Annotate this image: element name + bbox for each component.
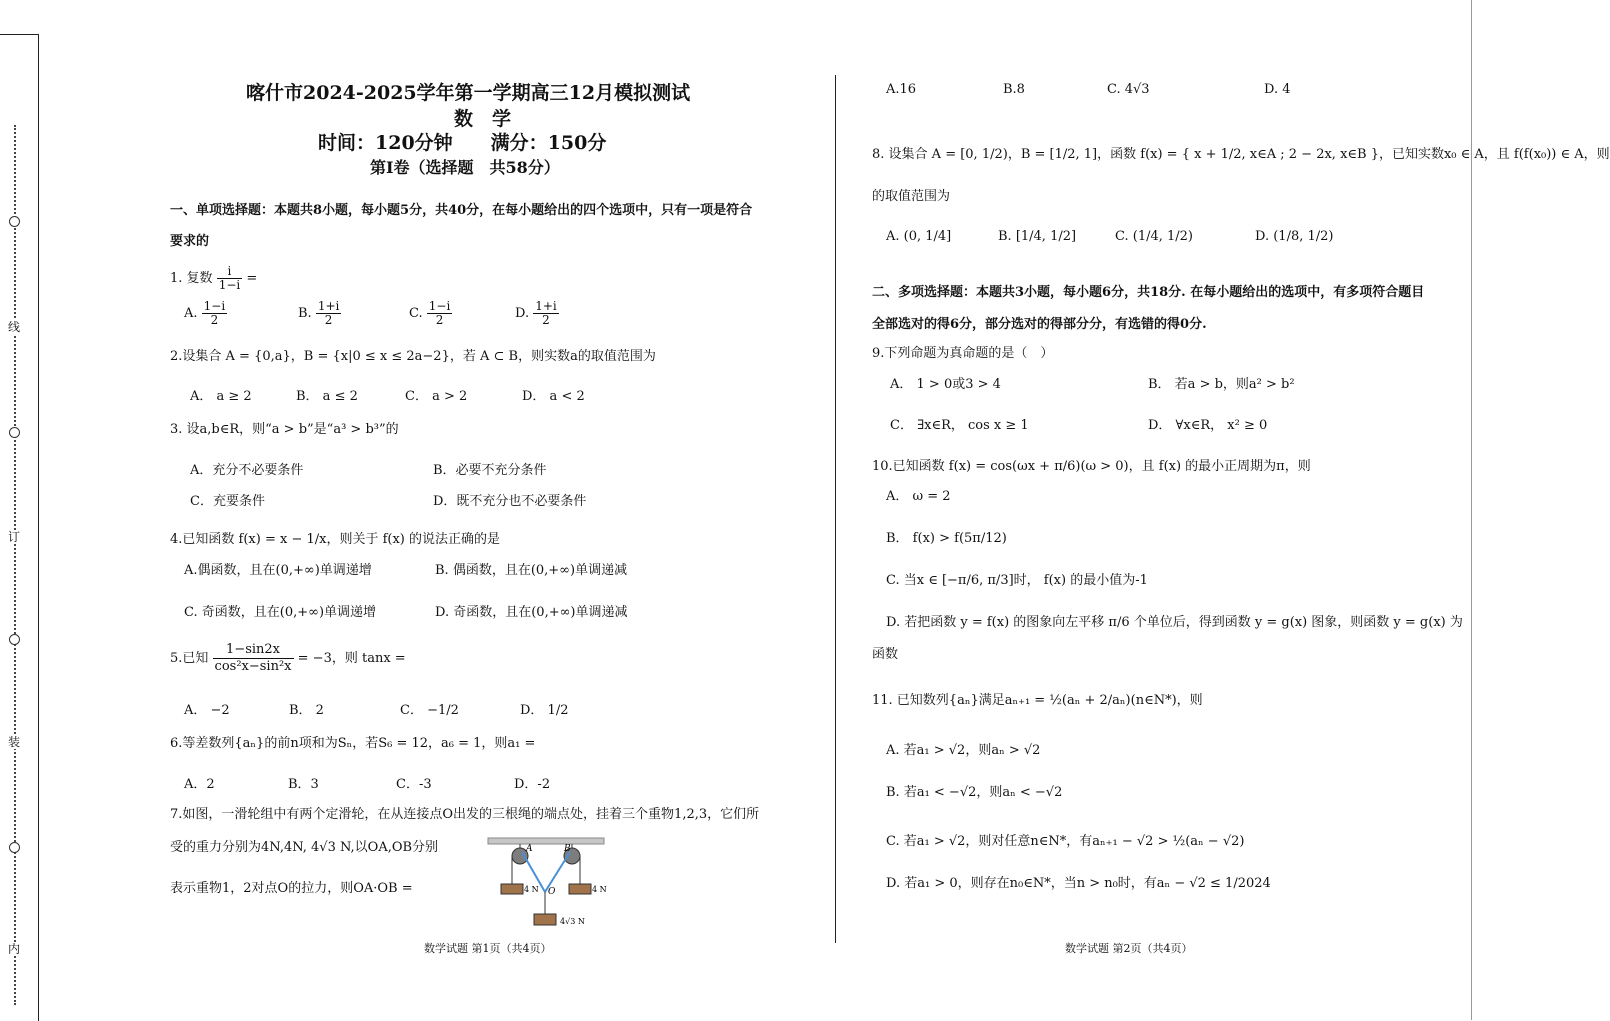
- q5-option-d: D． 1/2: [520, 703, 569, 718]
- question-11: 11. 已知数列{aₙ}满足aₙ₊₁ = ½(aₙ + 2/aₙ)(n∈N*)，则: [872, 693, 1203, 708]
- fig-weight-3: 4√3 N: [560, 917, 585, 926]
- binding-hole-icon: [9, 634, 20, 645]
- q11-option-c: C. 若a₁ > √2，则对任意n∈N*，有aₙ₊₁ − √2 > ½(aₙ − √2): [886, 834, 1245, 849]
- q10-option-d: D. 若把函数 y = f(x) 的图象向左平移 π/6 个单位后，得到函数 y = g(x) 图象，则函数 y = g(x) 为: [886, 615, 1463, 630]
- q3-option-a: A．充分不必要条件: [190, 463, 304, 478]
- q4-option-d: D. 奇函数，且在(0,+∞)单调递减: [435, 605, 628, 620]
- q3-option-c: C．充要条件: [190, 494, 265, 509]
- q11-option-d: D. 若a₁ > 0，则存在n₀∈N*，当n > n₀时，有aₙ − √2 ≤ 1/2024: [886, 876, 1271, 891]
- q2-option-a: A． a ≥ 2: [190, 389, 252, 404]
- fig-label-a: A: [526, 844, 533, 854]
- q7-option-b: B.8: [1003, 82, 1025, 97]
- q1-option-b: B. $\frac{1+i}{2}$: [298, 299, 340, 327]
- binding-hole-icon: [9, 216, 20, 227]
- q1-option-d: D. $\frac{1+i}{2}$: [515, 299, 557, 327]
- column-divider: [835, 75, 836, 943]
- q6-option-d: D．-2: [514, 777, 551, 792]
- exam-time: 时间：120分钟 满分：150分: [318, 132, 607, 154]
- q9-option-d: D． ∀x∈R， x² ≥ 0: [1148, 418, 1268, 433]
- question-7: 7.如图，一滑轮组中有两个定滑轮，在从连接点O出发的三根绳的端点处，挂着三个重物1,2,3，它们所: [170, 807, 760, 822]
- q9-option-b: B． 若a > b，则a² > b²: [1148, 377, 1295, 392]
- q10-option-d-cont: 函数: [872, 647, 899, 662]
- question-4: 4.已知函数 f(x) = x − 1/x，则关于 f(x) 的说法正确的是: [170, 532, 501, 547]
- part2-heading-cont: 全部选对的得6分，部分选对的得部分分，有选错的得0分.: [872, 317, 1207, 332]
- q8-option-d: D. (1/8, 1/2): [1255, 229, 1334, 244]
- q6-option-c: C．-3: [396, 777, 432, 792]
- part1-heading: 一、单项选择题：本题共8小题，每小题5分，共40分，在每小题给出的四个选项中，只有一项是符合: [170, 203, 753, 218]
- fig-weight-1: 4 N: [524, 885, 539, 894]
- q8-option-c: C. (1/4, 1/2): [1115, 229, 1193, 244]
- exam-title: 喀什市2024-2025学年第一学期高三12月模拟测试: [246, 82, 691, 104]
- q5-option-a: A． −2: [184, 703, 230, 718]
- q3-option-b: B．必要不充分条件: [433, 463, 547, 478]
- q10-option-b: B． f(x) > f(5π/12): [886, 531, 1007, 546]
- fig-label-b: B: [564, 844, 571, 854]
- question-3: 3. 设a,b∈R，则“a > b”是“a³ > b³”的: [170, 422, 399, 437]
- q6-option-a: A．2: [184, 777, 215, 792]
- question-10: 10.已知函数 f(x) = cos(ωx + π/6)(ω > 0)，且 f(x) 的最小正周期为π，则: [872, 459, 1311, 474]
- q2-option-d: D． a < 2: [522, 389, 585, 404]
- q9-option-c: C． ∃x∈R， cos x ≥ 1: [890, 418, 1029, 433]
- fig-weight-2: 4 N: [592, 885, 607, 894]
- binding-strip: [0, 34, 39, 1021]
- q5-option-c: C． −1/2: [400, 703, 459, 718]
- q4-option-b: B. 偶函数，且在(0,+∞)单调递减: [435, 563, 628, 578]
- q1-tail: =: [246, 271, 258, 286]
- side-label-ding: 订: [8, 530, 21, 544]
- side-label-zhuang: 装: [8, 735, 21, 749]
- q10-option-a: A． ω = 2: [886, 489, 951, 504]
- q2-option-c: C． a > 2: [405, 389, 468, 404]
- q7-option-c: C. 4√3: [1107, 82, 1150, 97]
- footer-page-1: 数学试题 第1页（共4页）: [424, 942, 552, 955]
- fig-label-o: O: [548, 887, 556, 897]
- exam-subject: 数 学: [454, 108, 512, 130]
- q4-option-c: C. 奇函数，且在(0,+∞)单调递增: [184, 605, 377, 620]
- q8-option-a: A. (0, 1/4]: [886, 229, 952, 244]
- binding-hole-icon: [9, 842, 20, 853]
- q1-option-c: C. $\frac{1-i}{2}$: [409, 299, 451, 327]
- dotted-cut-line: [14, 125, 16, 1005]
- binding-hole-icon: [9, 427, 20, 438]
- q3-option-d: D．既不充分也不必要条件: [433, 494, 587, 509]
- question-7-line2: 受的重力分别为4N,4N, 4√3 N,以OA,OB分别: [170, 840, 439, 855]
- section-title: 第Ⅰ卷（选择题 共58分）: [370, 158, 560, 177]
- pulley-figure: [484, 834, 608, 930]
- q1-stem: 1. 复数: [170, 271, 213, 286]
- q2-option-b: B． a ≤ 2: [296, 389, 358, 404]
- q11-option-a: A. 若a₁ > √2，则aₙ > √2: [886, 743, 1041, 758]
- question-1: 1. 复数 $\frac{i}{1-i}$ =: [170, 264, 258, 292]
- q7-option-d: D. 4: [1264, 82, 1291, 97]
- q4-option-a: A.偶函数，且在(0,+∞)单调递增: [184, 563, 372, 578]
- footer-page-2: 数学试题 第2页（共4页）: [1065, 942, 1193, 955]
- side-label-nei: 内: [8, 942, 21, 956]
- q10-option-c: C. 当x ∈ [−π/6, π/3]时， f(x) 的最小值为-1: [886, 573, 1148, 588]
- q9-option-a: A． 1 > 0或3 > 4: [890, 377, 1001, 392]
- q8-option-b: B. [1/4, 1/2]: [998, 229, 1077, 244]
- question-6: 6.等差数列{aₙ}的前n项和为Sₙ，若S₆ = 12，a₆ = 1，则a₁ =: [170, 736, 536, 751]
- part2-heading: 二、多项选择题：本题共3小题，每小题6分，共18分. 在每小题给出的选项中，有多项符合题目: [872, 285, 1425, 300]
- q11-option-b: B. 若a₁ < −√2，则aₙ < −√2: [886, 785, 1063, 800]
- question-5: 5.已知 $\frac{1-\sin 2x}{\text{cos²x−sin²x}}$ = −3，则 tanx =: [170, 642, 406, 674]
- question-8-line2: 的取值范围为: [872, 189, 951, 204]
- question-8: 8. 设集合 A = [0, 1/2)，B = [1/2, 1]，函数 f(x) = { x + 1/2, x∈A ; 2 − 2x, x∈B }，已知实数x₀ ∈ A，且 f(f(x₀)) ∈ A，则: [872, 147, 1610, 162]
- question-9: 9.下列命题为真命题的是（ ）: [872, 346, 1054, 361]
- q7-option-a: A.16: [886, 82, 917, 97]
- q5-option-b: B． 2: [289, 703, 324, 718]
- q6-option-b: B．3: [288, 777, 319, 792]
- question-2: 2.设集合 A = {0,a}，B = {x|0 ≤ x ≤ 2a−2}，若 A ⊂ B，则实数a的取值范围为: [170, 349, 656, 364]
- side-label-xian: 线: [8, 320, 21, 334]
- q1-option-a: A. $\frac{1-i}{2}$: [184, 299, 226, 327]
- question-7-line3: 表示重物1，2对点O的拉力，则OA·OB =: [170, 881, 413, 896]
- part1-heading-cont: 要求的: [170, 234, 210, 249]
